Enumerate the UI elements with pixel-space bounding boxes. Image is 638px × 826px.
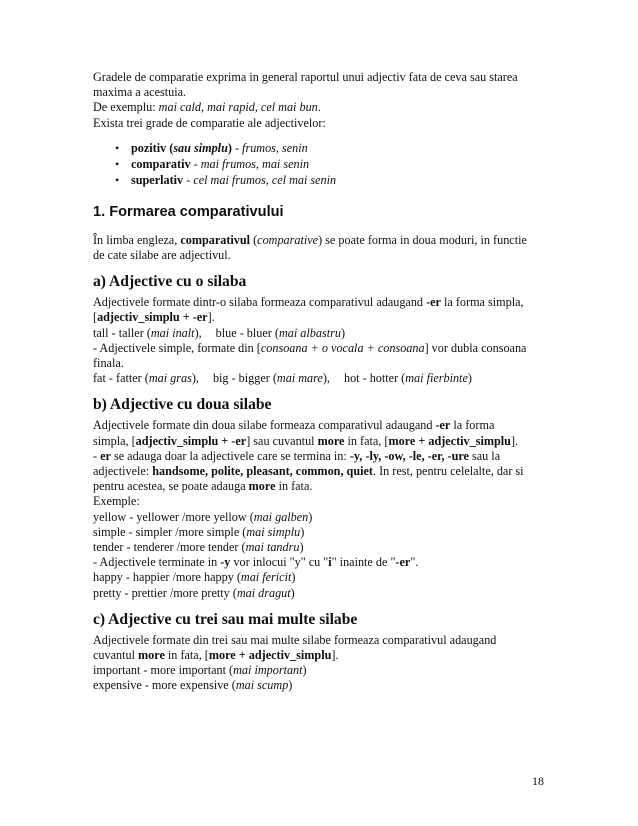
text: )	[467, 371, 472, 386]
translation: mai inalt	[150, 325, 195, 340]
degree-name: comparativ	[131, 156, 191, 171]
term: comparativul	[180, 232, 251, 247]
degree-example: - frumos, senin	[231, 140, 308, 155]
keyword: more	[317, 433, 345, 448]
translation: mai tandru	[245, 540, 300, 555]
text: . In rest, pentru celelalte, dar si	[372, 464, 524, 479]
text: simpla, [	[93, 433, 136, 448]
adjective-list: handsome, polite, pleasant, common, quiet	[152, 464, 373, 479]
section-1-heading: 1. Formarea comparativului	[93, 203, 284, 220]
degree-name: superlativ	[131, 172, 184, 187]
text: [	[93, 310, 98, 325]
intro-example-suffix: .	[317, 100, 321, 115]
page-number: 18	[532, 774, 544, 788]
degree-close: )	[227, 140, 232, 155]
text: pentru acestea, se poate adauga	[93, 479, 249, 494]
text: )	[299, 540, 304, 555]
text: " inainte de "	[331, 555, 396, 570]
term-english: comparative	[257, 232, 319, 247]
degree-alt-name: sau simplu	[173, 140, 228, 155]
text: Adjectivele formate din doua silabe formeaza comparativul adaugand	[93, 418, 436, 433]
text: - Adjectivele simple, formate din [	[93, 340, 261, 355]
text: În limba engleza,	[93, 232, 181, 247]
endings: -y, -ly, -ow, -le, -er, -ure	[349, 448, 469, 463]
section-c-paragraph	[93, 633, 548, 694]
text: - Adjectivele terminate in	[93, 555, 221, 570]
text: (	[250, 232, 258, 247]
section-c-heading: c) Adjective cu trei sau mai multe silabe	[93, 610, 358, 628]
example: important - more important (	[93, 663, 234, 678]
degrees-list	[93, 140, 548, 188]
text: ),	[322, 371, 330, 386]
translation: mai gras	[148, 371, 192, 386]
example: tall - taller (	[93, 325, 151, 340]
text: ),	[194, 325, 202, 340]
intro-line-4: Exista trei grade de comparatie ale adjectivelor:	[93, 115, 326, 130]
text: ] sau cuvantul	[246, 433, 318, 448]
example: big - bigger (	[212, 371, 277, 386]
example: simple - simpler /more simple (	[93, 524, 247, 539]
translation: mai simplu	[246, 524, 301, 539]
example: yellow - yellower /more yellow (	[93, 509, 254, 524]
example: happy - happier /more happy (	[93, 570, 241, 585]
text: finala.	[93, 356, 124, 371]
translation: mai dragut	[236, 585, 291, 600]
example: pretty - prettier /more pretty (	[93, 585, 237, 600]
text: se adauga doar la adjectivele care se termina in:	[110, 448, 350, 463]
list-item	[115, 140, 548, 156]
text: cuvantul	[93, 648, 139, 663]
formula: more + adjectiv_simplu	[388, 433, 511, 448]
text: )	[291, 570, 296, 585]
intro-example-prefix: De exemplu:	[93, 100, 159, 115]
degree-example: - cel mai frumos, cel mai senin	[183, 172, 337, 187]
text: ].	[331, 648, 339, 663]
text: in fata.	[275, 479, 313, 494]
document-body	[93, 70, 548, 694]
text: la forma	[450, 418, 495, 433]
degree-example: - mai frumos, mai senin	[190, 156, 310, 171]
suffix: er	[100, 448, 111, 463]
intro-line-2: maxima a acestuia.	[93, 85, 187, 100]
text: ) se poate forma in doua moduri, in functie	[318, 232, 527, 247]
text: )	[288, 678, 293, 693]
pattern: consoana + o vocala + consoana	[260, 340, 425, 355]
text: )	[300, 524, 305, 539]
text: -	[93, 448, 101, 463]
suffix: -er	[426, 295, 441, 310]
section-a-paragraph	[93, 295, 548, 386]
text: ".	[410, 555, 419, 570]
intro-line-1: Gradele de comparatie exprima in general raportul unui adjectiv fata de ceva sau starea	[93, 70, 518, 84]
example: fat - fatter (	[93, 371, 149, 386]
text: la forma simpla,	[440, 295, 524, 310]
suffix: -er	[435, 418, 451, 433]
suffix: -er	[395, 555, 411, 570]
translation: mai galben	[253, 509, 309, 524]
formula: more + adjectiv_simplu	[208, 648, 332, 663]
translation: mai important	[233, 663, 303, 678]
text: de cate silabe are adjectivul.	[93, 248, 231, 263]
section-a-heading: a) Adjective cu o silaba	[93, 273, 247, 291]
translation: mai mare	[276, 371, 323, 386]
suffix: -y	[220, 555, 231, 570]
text: )	[290, 585, 295, 600]
translation: mai scump	[235, 678, 289, 693]
example: hot - hotter (	[343, 371, 406, 386]
list-item	[115, 156, 548, 172]
text: ].	[207, 310, 215, 325]
text: in fata, [	[164, 648, 209, 663]
formula: adjectiv_simplu + -er	[135, 433, 247, 448]
text: )	[308, 509, 313, 524]
text: Adjectivele formate din trei sau mai multe silabe formeaza comparativul adaugand	[93, 632, 497, 647]
letter: i	[328, 555, 332, 570]
keyword: more	[138, 648, 165, 663]
text: )	[340, 325, 345, 340]
section-1-paragraph	[93, 233, 548, 263]
text: )	[302, 663, 307, 678]
text: Exemple:	[93, 494, 140, 509]
intro-paragraph	[93, 70, 548, 131]
degree-name: pozitiv (	[131, 140, 174, 155]
example: tender - tenderer /more tender (	[93, 540, 246, 555]
text: in fata, [	[344, 433, 389, 448]
translation: mai fericit	[240, 570, 292, 585]
translation: mai fierbinte	[405, 371, 468, 386]
section-b-paragraph	[93, 418, 548, 600]
text: Adjectivele formate dintr-o silaba formeaza comparativul adaugand	[93, 295, 427, 310]
text: ] vor dubla consoana	[424, 340, 527, 355]
text: ),	[191, 371, 199, 386]
text: adjectivele:	[93, 464, 153, 479]
text: vor inlocui "y" cu "	[230, 555, 329, 570]
example: expensive - more expensive (	[93, 678, 236, 693]
translation: mai albastru	[278, 325, 341, 340]
intro-example-italic: mai cald, mai rapid, cel mai bun	[158, 100, 318, 115]
section-b-heading: b) Adjective cu doua silabe	[93, 396, 272, 414]
formula: adjectiv_simplu + -er	[97, 310, 208, 325]
text: ].	[510, 433, 519, 448]
example: blue - bluer (	[215, 325, 279, 340]
text: sau la	[468, 448, 501, 463]
list-item	[115, 172, 548, 188]
keyword: more	[248, 479, 276, 494]
